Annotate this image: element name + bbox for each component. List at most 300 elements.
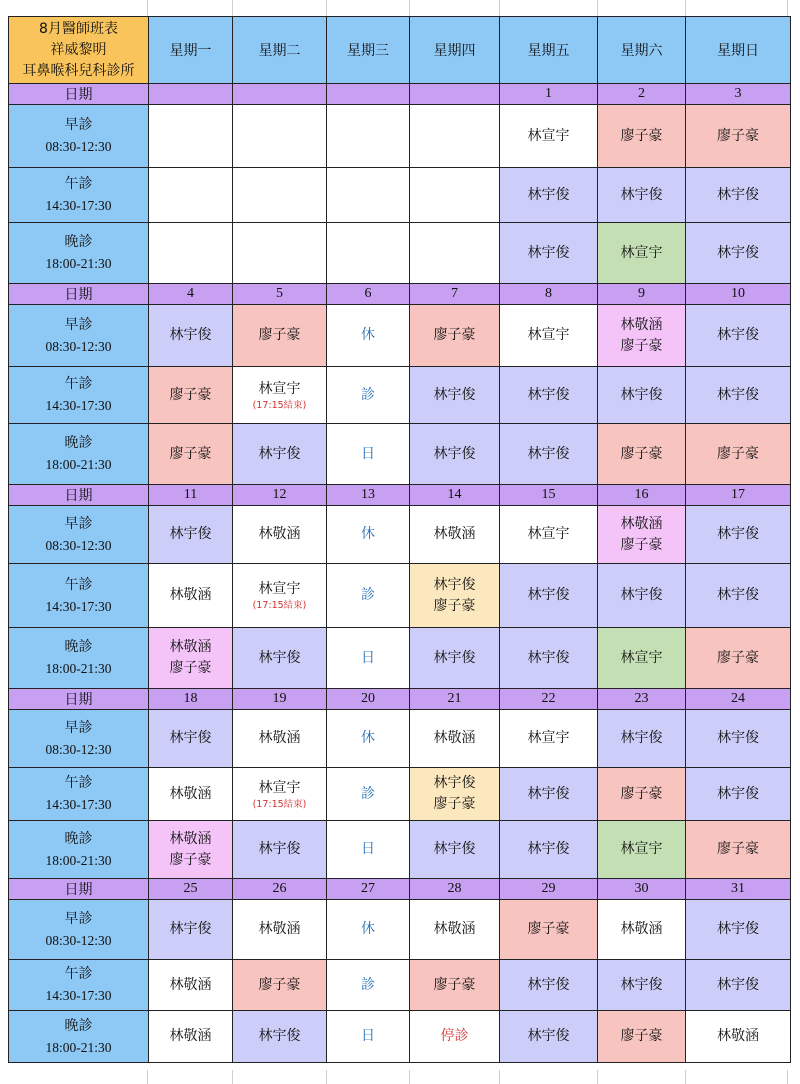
day-header-mon: 星期一 (149, 17, 233, 84)
doctor-name: 廖子豪 (620, 536, 663, 553)
schedule-cell (500, 424, 598, 485)
schedule-cell (327, 424, 410, 485)
schedule-cell (598, 821, 686, 879)
schedule-cell (327, 1011, 410, 1063)
doctor-name: 林宣宇 (620, 841, 663, 857)
doctor-name: 林敬涵 (169, 587, 212, 603)
shift-name: 早診 (64, 117, 93, 133)
doctor-name: 廖子豪 (527, 921, 570, 937)
schedule-cell (500, 960, 598, 1011)
date-row (9, 485, 791, 506)
shift-row (9, 105, 791, 168)
day-header-thu: 星期四 (410, 17, 500, 84)
shift-row (9, 305, 791, 367)
shift-name: 早診 (64, 719, 93, 736)
doctor-name: 林宣宇 (527, 730, 570, 746)
shift-row (9, 506, 791, 564)
closed-marker: 休 (361, 327, 375, 343)
schedule-cell (327, 105, 410, 168)
date-cell-mon: 11 (149, 485, 233, 506)
doctor-name: 林宇俊 (527, 445, 570, 462)
schedule-cell (410, 821, 500, 879)
schedule-cell (598, 305, 686, 367)
doctor-name: 林宇俊 (169, 327, 212, 343)
schedule-cell (410, 564, 500, 628)
date-cell-tue: 19 (233, 689, 327, 710)
shift-label (9, 710, 149, 768)
doctor-name: 林宣宇 (258, 779, 301, 796)
doctor-name: 林宇俊 (433, 445, 476, 462)
schedule-cell (149, 710, 233, 768)
doctor-name: 林宇俊 (169, 921, 212, 937)
end-time-note: (17:15結束) (252, 399, 307, 411)
doctor-name: 廖子豪 (433, 976, 476, 993)
date-label: 日期 (9, 485, 149, 506)
doctor-name: 林宣宇 (258, 380, 301, 397)
doctor-name: 林宇俊 (433, 649, 476, 666)
doctor-name: 林敬涵 (433, 730, 476, 746)
date-cell-thu: 14 (410, 485, 500, 506)
shift-name: 晚診 (64, 435, 93, 451)
closed-marker: 休 (361, 921, 375, 937)
date-cell-sat: 23 (598, 689, 686, 710)
schedule-cell (686, 367, 791, 424)
schedule-cell (686, 768, 791, 821)
schedule-cell (327, 628, 410, 689)
date-cell-thu (410, 84, 500, 105)
doctor-name: 林宇俊 (717, 785, 759, 802)
date-cell-sat: 9 (598, 284, 686, 305)
doctor-name: 廖子豪 (258, 327, 301, 343)
date-cell-sat: 30 (598, 879, 686, 900)
doctor-name: 林宇俊 (527, 1028, 570, 1044)
schedule-cell (233, 305, 327, 367)
schedule-cell (149, 367, 233, 424)
doctor-name: 林敬涵 (169, 830, 212, 847)
shift-time: 18:00-21:30 (45, 661, 112, 676)
shift-time: 08:30-12:30 (45, 932, 112, 948)
schedule-cell (149, 424, 233, 485)
schedule-cell (500, 305, 598, 367)
schedule-cell (233, 564, 327, 628)
schedule-cell (410, 628, 500, 689)
doctor-name: 林宇俊 (433, 775, 476, 791)
schedule-cell (598, 628, 686, 689)
schedule-cell (233, 900, 327, 960)
doctor-name: 廖子豪 (620, 127, 663, 144)
closed-marker: 診 (361, 785, 375, 802)
shift-row (9, 821, 791, 879)
schedule-cell (686, 506, 791, 564)
date-cell-tue: 12 (233, 485, 327, 506)
date-cell-sun: 31 (686, 879, 791, 900)
doctor-name: 林宣宇 (527, 127, 570, 144)
schedule-cell (233, 223, 327, 284)
schedule-cell (500, 223, 598, 284)
date-row (9, 284, 791, 305)
doctor-name: 林宣宇 (258, 581, 301, 597)
date-cell-sat: 16 (598, 485, 686, 506)
schedule-cell (500, 710, 598, 768)
date-cell-fri: 22 (500, 689, 598, 710)
schedule-cell (410, 900, 500, 960)
schedule-cell (233, 768, 327, 821)
schedule-cell (149, 105, 233, 168)
schedule-cell (686, 168, 791, 223)
date-cell-fri: 1 (500, 84, 598, 105)
shift-label (9, 105, 149, 168)
schedule-cell (233, 960, 327, 1011)
shift-label (9, 506, 149, 564)
shift-name: 午診 (64, 576, 93, 593)
schedule-cell (410, 424, 500, 485)
closed-marker: 日 (361, 649, 375, 666)
shift-name: 早診 (64, 316, 93, 333)
date-cell-wed: 20 (327, 689, 410, 710)
date-cell-mon: 18 (149, 689, 233, 710)
shift-row (9, 367, 791, 424)
schedule-cell (686, 821, 791, 879)
doctor-name: 林宇俊 (717, 186, 759, 203)
shift-time: 18:00-21:30 (45, 1039, 112, 1055)
day-header-wed: 星期三 (327, 17, 410, 84)
shift-time: 08:30-12:30 (45, 537, 112, 553)
doctor-name: 林敬涵 (433, 921, 476, 937)
doctor-name: 林敬涵 (717, 1028, 759, 1044)
date-cell-tue: 5 (233, 284, 327, 305)
schedule-cell (149, 821, 233, 879)
schedule-cell (327, 564, 410, 628)
schedule-cell (149, 168, 233, 223)
date-cell-wed: 13 (327, 485, 410, 506)
date-cell-fri: 15 (500, 485, 598, 506)
date-cell-tue: 26 (233, 879, 327, 900)
schedule-cell (598, 960, 686, 1011)
schedule-cell (500, 900, 598, 960)
schedule-cell (500, 506, 598, 564)
sheet-gridlines-top (0, 0, 800, 16)
schedule-cell (500, 168, 598, 223)
schedule-cell (410, 768, 500, 821)
sheet-gridlines-bottom (0, 1070, 800, 1084)
doctor-name: 廖子豪 (433, 327, 476, 343)
schedule-cell (327, 960, 410, 1011)
shift-name: 早診 (64, 515, 93, 532)
doctor-name: 林宇俊 (620, 386, 663, 403)
doctor-name: 廖子豪 (620, 1028, 663, 1044)
shift-label (9, 564, 149, 628)
shift-row (9, 768, 791, 821)
doctor-name: 林宇俊 (717, 587, 759, 603)
date-cell-sun: 10 (686, 284, 791, 305)
schedule-cell (149, 305, 233, 367)
doctor-name: 林敬涵 (620, 921, 663, 937)
shift-name: 午診 (64, 775, 93, 791)
schedule-cell (410, 506, 500, 564)
schedule-cell (410, 960, 500, 1011)
shift-label (9, 168, 149, 223)
schedule-cell (500, 564, 598, 628)
shift-time: 14:30-17:30 (45, 598, 112, 614)
date-cell-wed (327, 84, 410, 105)
schedule-cell (686, 424, 791, 485)
doctor-name: 林宇俊 (620, 976, 663, 993)
schedule-cell (327, 168, 410, 223)
doctor-name: 林敬涵 (433, 526, 476, 542)
doctor-name: 林敬涵 (258, 526, 301, 542)
doctor-name: 林敬涵 (169, 785, 212, 802)
doctor-name: 林宇俊 (527, 186, 570, 203)
shift-time: 08:30-12:30 (45, 338, 112, 354)
schedule-cell (686, 1011, 791, 1063)
schedule-cell (233, 424, 327, 485)
schedule-cell (233, 821, 327, 879)
shift-name: 早診 (64, 910, 93, 927)
schedule-cell (149, 1011, 233, 1063)
day-header-tue: 星期二 (233, 17, 327, 84)
shift-label (9, 821, 149, 879)
date-cell-fri: 29 (500, 879, 598, 900)
schedule-cell (686, 900, 791, 960)
schedule-cell (233, 1011, 327, 1063)
doctor-name: 林宣宇 (620, 649, 663, 666)
doctor-name: 林宇俊 (717, 730, 759, 746)
doctor-name: 林宇俊 (717, 327, 759, 343)
schedule-cell (233, 168, 327, 223)
date-label: 日期 (9, 284, 149, 305)
shift-label (9, 305, 149, 367)
doctor-name: 林宇俊 (717, 526, 759, 542)
doctor-name: 廖子豪 (620, 785, 663, 802)
date-cell-mon (149, 84, 233, 105)
shift-label (9, 960, 149, 1011)
doctor-name: 林敬涵 (169, 976, 212, 993)
schedule-cell (410, 223, 500, 284)
doctor-name: 廖子豪 (169, 660, 212, 676)
shift-name: 晚診 (64, 234, 93, 250)
doctor-name: 林宇俊 (527, 386, 570, 403)
date-label: 日期 (9, 84, 149, 105)
doctor-name: 廖子豪 (620, 445, 663, 462)
doctor-name: 林宇俊 (527, 649, 570, 666)
date-cell-tue (233, 84, 327, 105)
schedule-cell (233, 506, 327, 564)
schedule-cell (598, 1011, 686, 1063)
doctor-name: 廖子豪 (717, 445, 759, 462)
shift-name: 晚診 (64, 639, 93, 655)
closed-marker: 診 (361, 587, 375, 603)
date-label: 日期 (9, 879, 149, 900)
closed-marker: 休 (361, 730, 375, 746)
schedule-cell (149, 900, 233, 960)
shift-label (9, 367, 149, 424)
schedule-cell (327, 768, 410, 821)
doctor-name: 廖子豪 (717, 127, 759, 144)
schedule-cell (500, 768, 598, 821)
doctor-name: 林宇俊 (527, 587, 570, 603)
shift-row (9, 1011, 791, 1063)
header-row (9, 17, 791, 84)
closed-marker: 日 (361, 1028, 375, 1044)
schedule-cell (233, 628, 327, 689)
date-row (9, 689, 791, 710)
shift-row (9, 628, 791, 689)
schedule-cell (686, 305, 791, 367)
shift-row (9, 710, 791, 768)
doctor-name: 廖子豪 (169, 386, 212, 403)
doctor-name: 林宇俊 (717, 386, 759, 403)
schedule-cell (410, 168, 500, 223)
schedule-cell (598, 223, 686, 284)
doctor-name: 廖子豪 (717, 841, 759, 857)
doctor-name: 林宇俊 (258, 445, 301, 462)
doctor-name: 林宇俊 (717, 976, 759, 993)
schedule-cell (327, 305, 410, 367)
schedule-cell (327, 710, 410, 768)
doctor-name: 林敬涵 (258, 921, 301, 937)
schedule-cell (598, 564, 686, 628)
shift-row (9, 960, 791, 1011)
day-header-fri: 星期五 (500, 17, 598, 84)
schedule-cell (500, 105, 598, 168)
day-header-sun: 星期日 (686, 17, 791, 84)
date-label: 日期 (9, 689, 149, 710)
schedule-cell (149, 506, 233, 564)
shift-label (9, 223, 149, 284)
doctor-name: 林宇俊 (169, 730, 212, 746)
schedule-cell (149, 564, 233, 628)
date-cell-thu: 21 (410, 689, 500, 710)
shift-label (9, 900, 149, 960)
schedule-cell (149, 960, 233, 1011)
schedule-cell (686, 564, 791, 628)
title-line-2: 祥威黎明 (50, 41, 107, 58)
doctor-name: 林宇俊 (169, 526, 212, 542)
doctor-name: 廖子豪 (169, 851, 212, 868)
doctor-name: 林宇俊 (433, 386, 476, 403)
shift-row (9, 223, 791, 284)
doctor-name: 林宣宇 (527, 526, 570, 542)
date-cell-mon: 25 (149, 879, 233, 900)
shift-label (9, 1011, 149, 1063)
shift-time: 14:30-17:30 (45, 198, 112, 213)
doctor-name: 廖子豪 (717, 649, 759, 666)
schedule-cell (327, 900, 410, 960)
doctor-name: 林敬涵 (620, 515, 663, 532)
closed-marker: 休 (361, 526, 375, 542)
day-header-sat: 星期六 (598, 17, 686, 84)
date-cell-sun: 3 (686, 84, 791, 105)
shift-label (9, 768, 149, 821)
shift-time: 18:00-21:30 (45, 457, 112, 472)
schedule-cell (686, 105, 791, 168)
schedule-cell (686, 960, 791, 1011)
shift-time: 14:30-17:30 (45, 988, 112, 1003)
doctor-name: 廖子豪 (433, 796, 476, 812)
doctor-name: 林宇俊 (620, 186, 663, 203)
shift-name: 晚診 (64, 1017, 93, 1034)
end-time-note: (17:15結束) (252, 798, 307, 810)
doctor-name: 林宇俊 (433, 576, 476, 593)
schedule-cell (410, 1011, 500, 1063)
schedule-cell (500, 1011, 598, 1063)
end-time-note: (17:15結束) (252, 600, 307, 611)
doctor-name: 林宣宇 (527, 327, 570, 343)
schedule-title (9, 17, 149, 84)
doctor-name: 林宇俊 (258, 841, 301, 857)
schedule-cell (598, 105, 686, 168)
doctor-name: 林宇俊 (620, 587, 663, 603)
schedule-cell (686, 628, 791, 689)
schedule-cell (686, 710, 791, 768)
doctor-name: 林宇俊 (433, 841, 476, 857)
date-cell-mon: 4 (149, 284, 233, 305)
schedule-cell (598, 768, 686, 821)
doctor-name: 林敬涵 (169, 639, 212, 655)
shift-name: 晚診 (64, 830, 93, 847)
schedule-cell (233, 367, 327, 424)
doctor-name: 林敬涵 (620, 316, 663, 333)
schedule-cell (233, 105, 327, 168)
doctor-name: 廖子豪 (433, 597, 476, 614)
closed-marker: 診 (361, 976, 375, 993)
doctor-name: 林敬涵 (258, 730, 301, 746)
schedule-cell (598, 367, 686, 424)
schedule-table (8, 16, 791, 1063)
doctor-name: 林宣宇 (620, 244, 663, 261)
doctor-name: 林宇俊 (527, 785, 570, 802)
shift-row (9, 564, 791, 628)
shift-name: 午診 (64, 376, 93, 392)
schedule-cell (327, 821, 410, 879)
shift-label (9, 628, 149, 689)
doctor-name: 林宇俊 (717, 244, 759, 261)
shift-time: 18:00-21:30 (45, 256, 112, 271)
schedule-cell (500, 367, 598, 424)
shift-time: 14:30-17:30 (45, 398, 112, 413)
doctor-name: 林宇俊 (258, 1028, 301, 1044)
date-cell-wed: 27 (327, 879, 410, 900)
schedule-cell (327, 223, 410, 284)
shift-time: 14:30-17:30 (45, 797, 112, 812)
schedule-cell (598, 168, 686, 223)
date-cell-thu: 28 (410, 879, 500, 900)
schedule-cell (233, 710, 327, 768)
date-cell-thu: 7 (410, 284, 500, 305)
schedule-cell (410, 367, 500, 424)
doctor-name: 林宇俊 (717, 921, 759, 937)
date-row (9, 879, 791, 900)
suspended-label: 停診 (440, 1028, 469, 1044)
schedule-cell (500, 821, 598, 879)
schedule-cell (598, 900, 686, 960)
shift-name: 午診 (64, 966, 93, 982)
title-line-1: 8月醫師班表 (39, 20, 118, 37)
schedule-cell (598, 710, 686, 768)
schedule-cell (410, 105, 500, 168)
shift-row (9, 424, 791, 485)
schedule-cell (598, 506, 686, 564)
doctor-name: 林敬涵 (169, 1028, 212, 1044)
schedule-cell (149, 223, 233, 284)
schedule-cell (410, 710, 500, 768)
closed-marker: 日 (361, 841, 375, 857)
schedule-cell (410, 305, 500, 367)
closed-marker: 診 (361, 386, 375, 403)
shift-label (9, 424, 149, 485)
doctor-name: 林宇俊 (527, 841, 570, 857)
shift-row (9, 168, 791, 223)
